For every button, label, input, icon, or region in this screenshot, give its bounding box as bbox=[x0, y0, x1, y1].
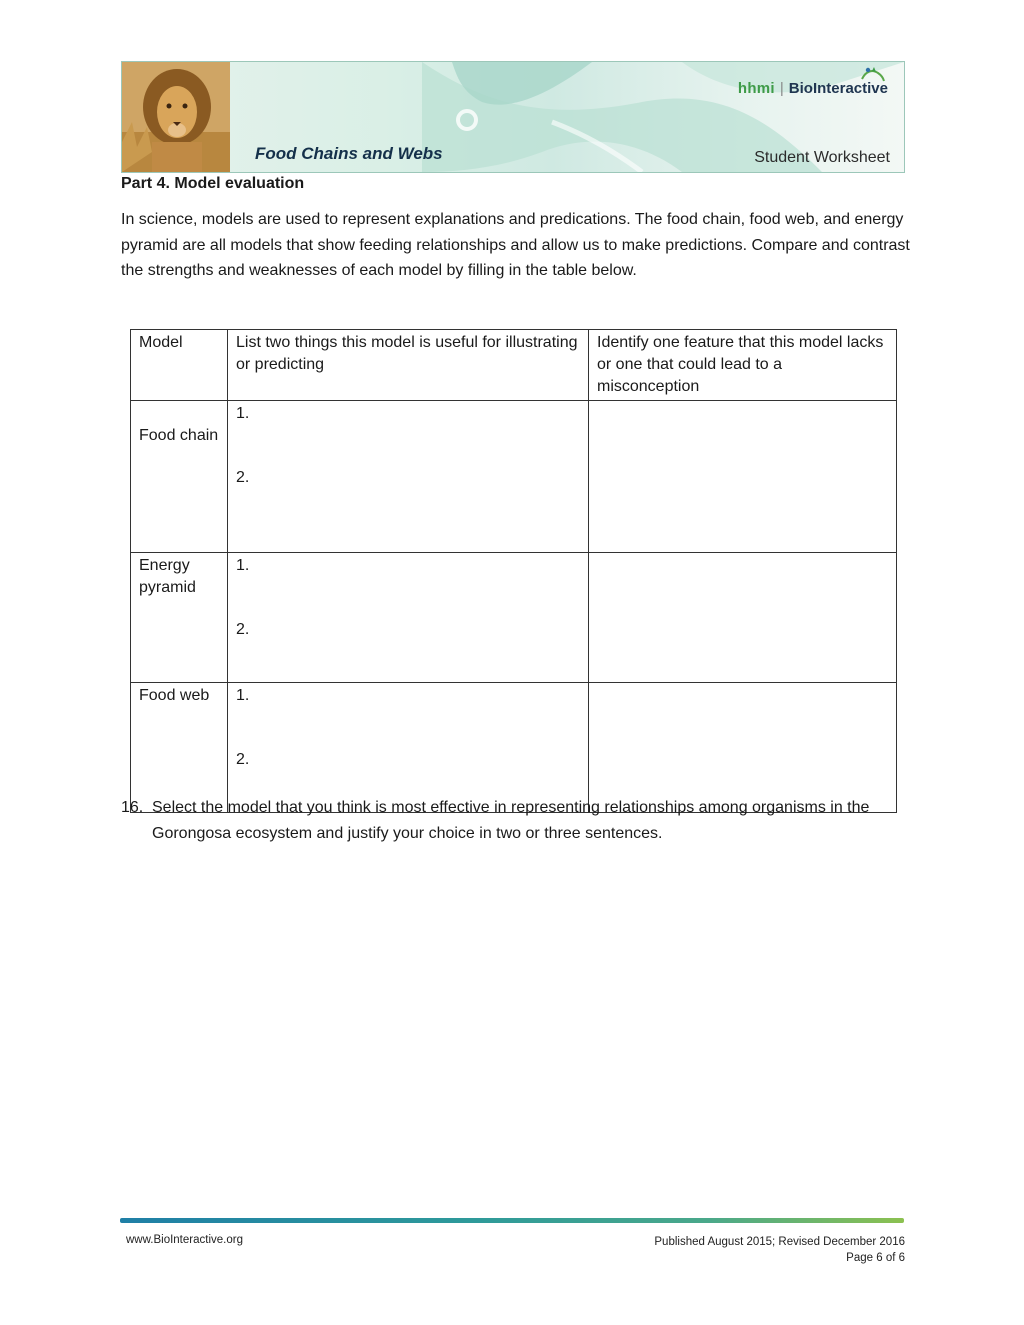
model-evaluation-table bbox=[130, 329, 897, 813]
header-lacks: Identify one feature that this model lacks or one that could lead to a misconception bbox=[589, 330, 897, 401]
model-name-cell: Food web bbox=[131, 683, 228, 813]
answer-item-2: 2. bbox=[236, 751, 250, 768]
section-heading: Part 4. Model evaluation bbox=[121, 175, 305, 192]
model-name-cell: Energy pyramid bbox=[131, 553, 228, 683]
header-useful: List two things this model is useful for illustrating or predicting bbox=[228, 330, 589, 401]
footer-url: www.BioInteractive.org bbox=[126, 1234, 243, 1246]
lacks-answer-cell[interactable] bbox=[589, 401, 897, 553]
header-banner bbox=[121, 61, 905, 173]
footer-rule bbox=[120, 1218, 904, 1223]
lion-photo bbox=[122, 62, 230, 172]
answer-item-1: 1. bbox=[236, 557, 250, 574]
answer-item-2: 2. bbox=[236, 621, 250, 638]
logo-separator: | bbox=[779, 80, 784, 97]
header-model: Model bbox=[131, 330, 228, 401]
lacks-answer-cell[interactable] bbox=[589, 683, 897, 813]
question-16 bbox=[121, 795, 911, 847]
answer-item-1: 1. bbox=[236, 405, 250, 422]
hhmi-logo-text: hhmi bbox=[737, 80, 775, 97]
table-row-food-web bbox=[131, 683, 897, 813]
useful-answer-cell[interactable] bbox=[228, 401, 589, 553]
table-header-row bbox=[131, 330, 897, 401]
question-number: 16. bbox=[121, 799, 144, 816]
footer-published-date: Published August 2015; Revised December 2016 bbox=[654, 1236, 905, 1248]
worksheet-type-label: Student Worksheet bbox=[754, 149, 890, 166]
answer-item-2: 2. bbox=[236, 469, 250, 486]
biointeractive-logo-text: BioInteractive bbox=[788, 80, 888, 97]
table-row-food-chain bbox=[131, 401, 897, 553]
useful-answer-cell[interactable] bbox=[228, 553, 589, 683]
lacks-answer-cell[interactable] bbox=[589, 553, 897, 683]
answer-item-1: 1. bbox=[236, 687, 250, 704]
table-row-energy-pyramid bbox=[131, 553, 897, 683]
footer-page-number: Page 6 of 6 bbox=[846, 1252, 905, 1264]
question-text: Select the model that you think is most effective in representing relationships among organisms in the Gorongosa ecosystem and justify your choice in two or three sentences. bbox=[152, 799, 870, 842]
hhmi-biointeractive-logo bbox=[738, 80, 888, 97]
model-name-cell: Food chain bbox=[131, 401, 228, 553]
worksheet-title: Food Chains and Webs bbox=[255, 144, 443, 163]
section-intro: In science, models are used to represent explanations and predications. The food chain, food web, and energy pyramid are all models that show feeding relationships and allow us to make predictions. Compare and contrast the strengths and weaknesses of each model by filling in the table below. bbox=[121, 211, 910, 279]
footer-info bbox=[654, 1234, 905, 1266]
useful-answer-cell[interactable] bbox=[228, 683, 589, 813]
